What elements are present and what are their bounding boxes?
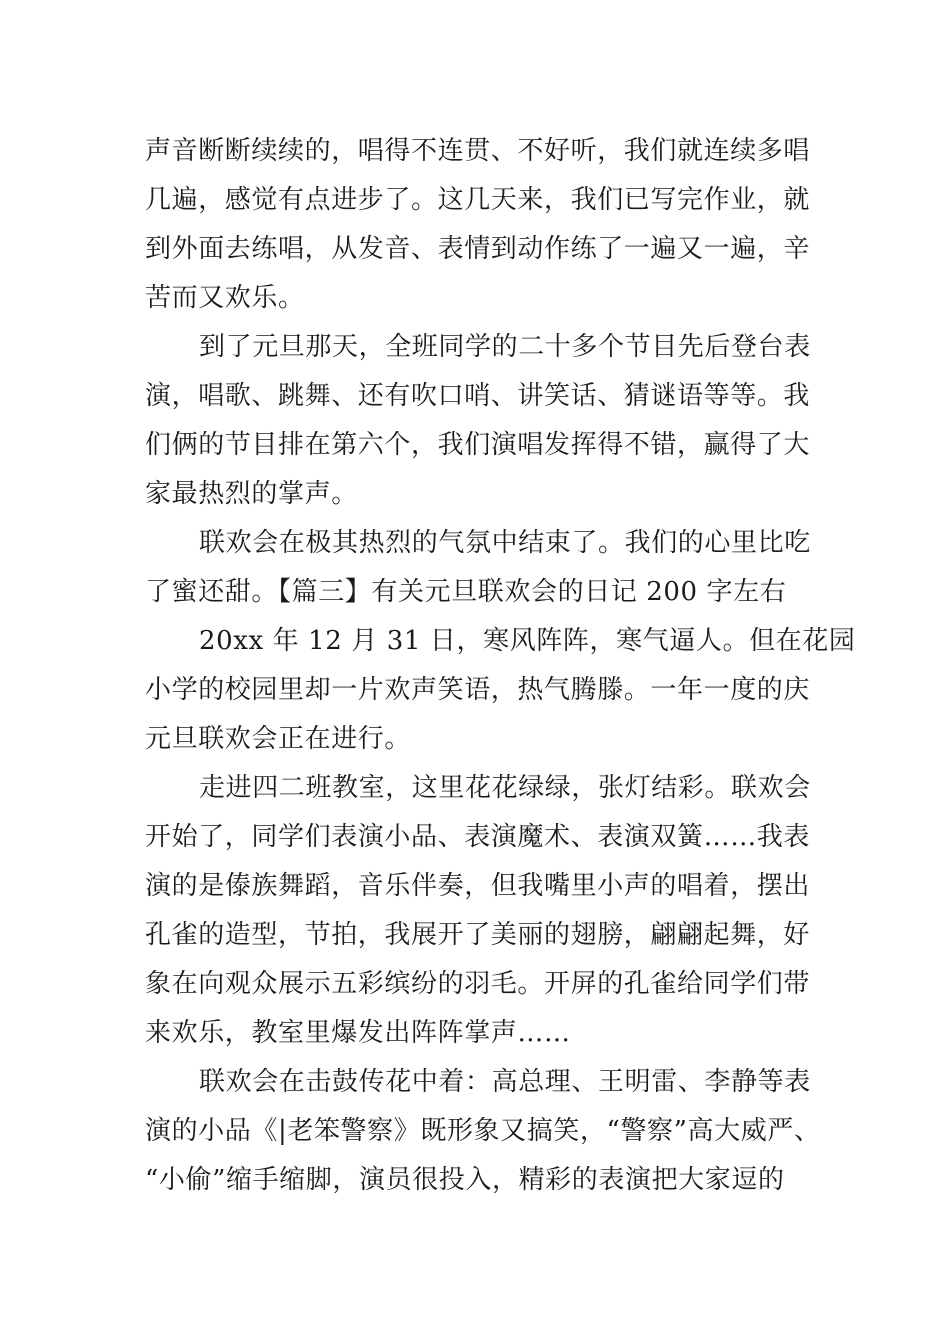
text-line: 走进四二班教室，这里花花绿绿，张灯结彩。联欢会 [199, 773, 811, 803]
text-line: 小学的校园里却一片欢声笑语，热气腾滕。一年一度的庆 [145, 675, 811, 705]
text-line: 到了元旦那天，全班同学的二十多个节目先后登台表 [199, 332, 811, 362]
text-line: 家最热烈的掌声。 [145, 479, 358, 509]
text-line: 到外面去练唱，从发音、表情到动作练了一遍又一遍，辛 [145, 234, 811, 264]
text-line: 了蜜还甜。【篇三】有关元旦联欢会的日记 200 字左右 [145, 577, 787, 607]
text-line: 20xx 年 12 月 31 日，寒风阵阵，寒气逼人。但在花园 [199, 626, 856, 656]
text-line: 联欢会在极其热烈的气氛中结束了。我们的心里比吃 [199, 528, 811, 558]
text-line: 元旦联欢会正在进行。 [145, 724, 412, 754]
text-line: 孔雀的造型，节拍，我展开了美丽的翅膀，翩翩起舞，好 [145, 920, 811, 950]
text-line: 演，唱歌、跳舞、还有吹口哨、讲笑话、猜谜语等等。我 [145, 381, 811, 411]
text-line: 开始了，同学们表演小品、表演魔术、表演双簧……我表 [145, 822, 811, 852]
text-line: 苦而又欢乐。 [145, 283, 305, 313]
text-line: “小偷”缩手缩脚，演员很投入，精彩的表演把大家逗的 [145, 1165, 785, 1195]
text-line: 几遍，感觉有点进步了。这几天来，我们已写完作业，就 [145, 185, 811, 215]
text-line: 象在向观众展示五彩缤纷的羽毛。开屏的孔雀给同学们带 [145, 969, 811, 999]
text-line: 演的是傣族舞蹈，音乐伴奏，但我嘴里小声的唱着，摆出 [145, 871, 811, 901]
text-line: 们俩的节目排在第六个，我们演唱发挥得不错，赢得了大 [145, 430, 811, 460]
document-body [145, 127, 856, 1205]
text-line: 演的小品《|老笨警察》既形象又搞笑，“警察”高大威严、 [145, 1116, 821, 1146]
text-line: 来欢乐，教室里爆发出阵阵掌声…… [145, 1018, 571, 1048]
text-line: 声音断断续续的，唱得不连贯、不好听，我们就连续多唱 [145, 136, 811, 166]
text-line: 联欢会在击鼓传花中着：高总理、王明雷、李静等表 [199, 1067, 811, 1097]
